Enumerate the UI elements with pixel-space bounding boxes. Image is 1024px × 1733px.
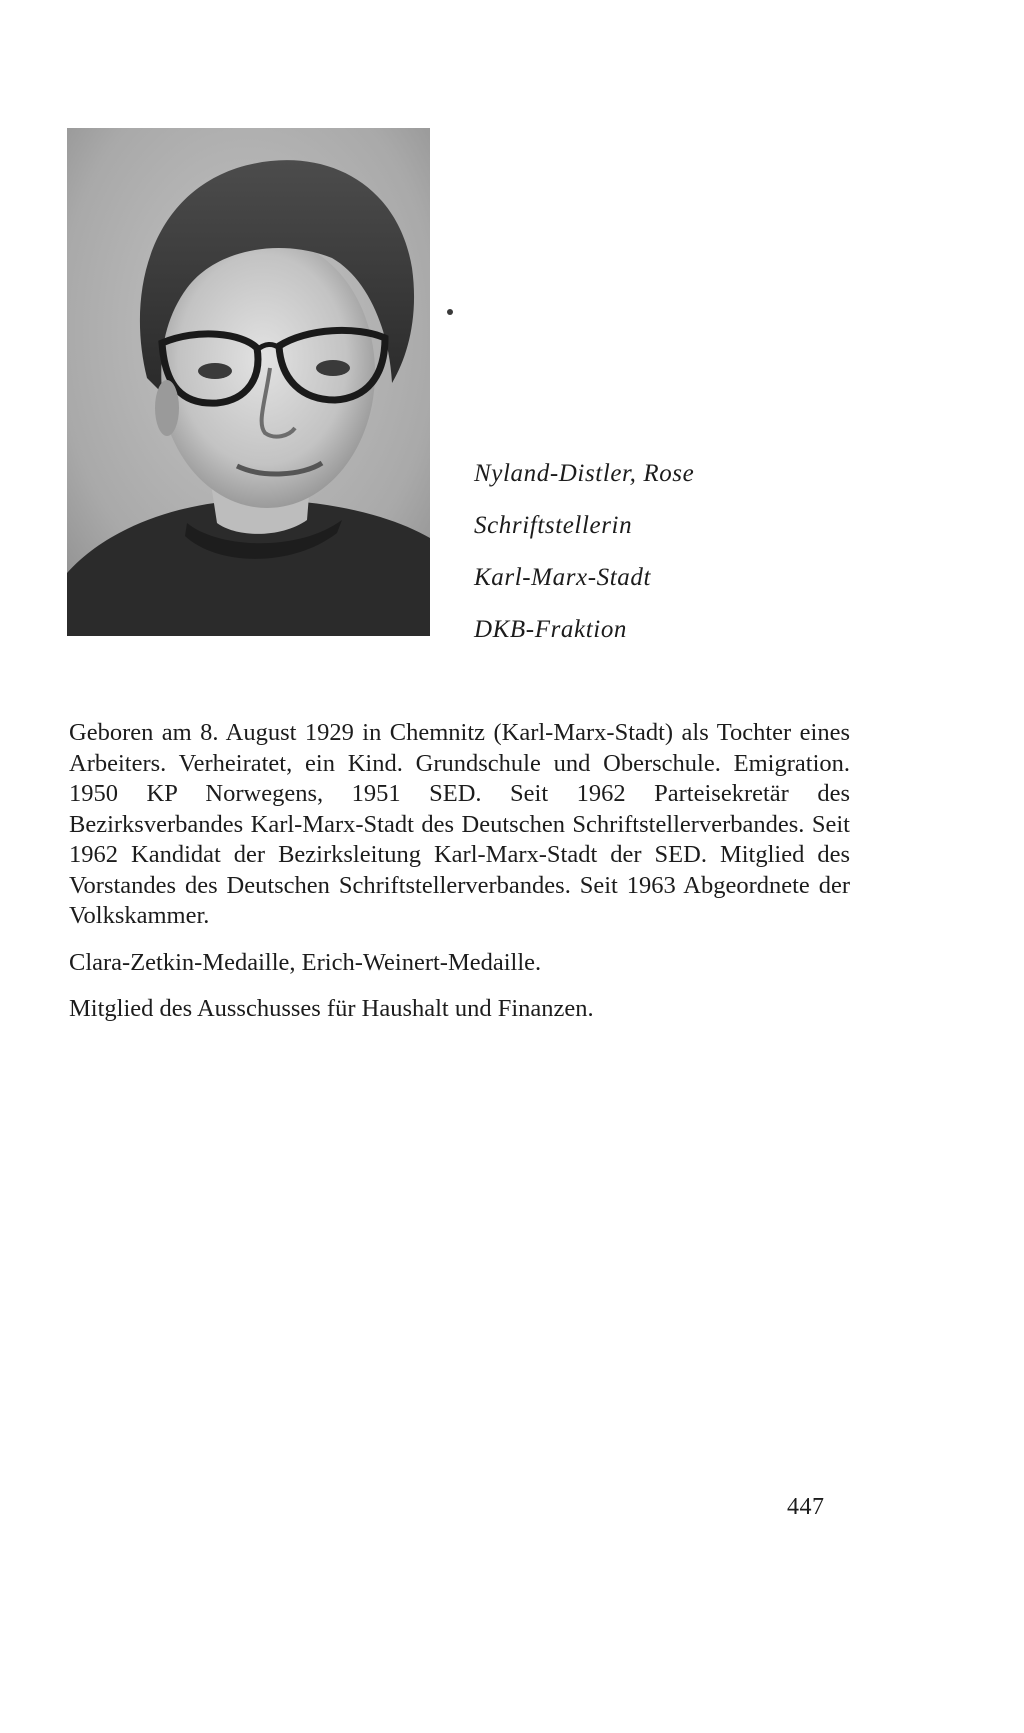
person-name: Nyland-Distler, Rose (474, 460, 695, 487)
profile-caption (474, 448, 894, 656)
biography (69, 718, 850, 1025)
page-number: 447 (787, 1494, 825, 1520)
occupation: Schriftstellerin (474, 512, 633, 539)
awards-paragraph: Clara-Zetkin-Medaille, Erich-Weinert-Medaille. (69, 948, 542, 976)
city: Karl-Marx-Stadt (474, 564, 652, 591)
career-paragraph: Geboren am 8. August 1929 in Chemnitz (Karl-Marx-Stadt) als Tochter eines Arbeiters. Verheiratet, ein Kind. Grundschule und Oberschule. Emigration. 1950 KP Norwegens, 1951 SED. Seit 1962 Parteisekretär des Bezirksverbandes Karl-Marx-Stadt des Deutschen Schriftstellerverbandes. Seit 1962 Kandidat der Bezirksleitung Karl-Marx-Stadt der SED. Mitglied des Vorstandes des Deutschen Schriftstellerverbandes. Seit 1963 Abgeordnete der Volkskammer. (69, 719, 850, 929)
portrait-photo (67, 128, 430, 636)
print-speck (447, 309, 453, 315)
committee-paragraph: Mitglied des Ausschusses für Haushalt und Finanzen. (69, 995, 594, 1022)
faction: DKB-Fraktion (474, 616, 628, 643)
